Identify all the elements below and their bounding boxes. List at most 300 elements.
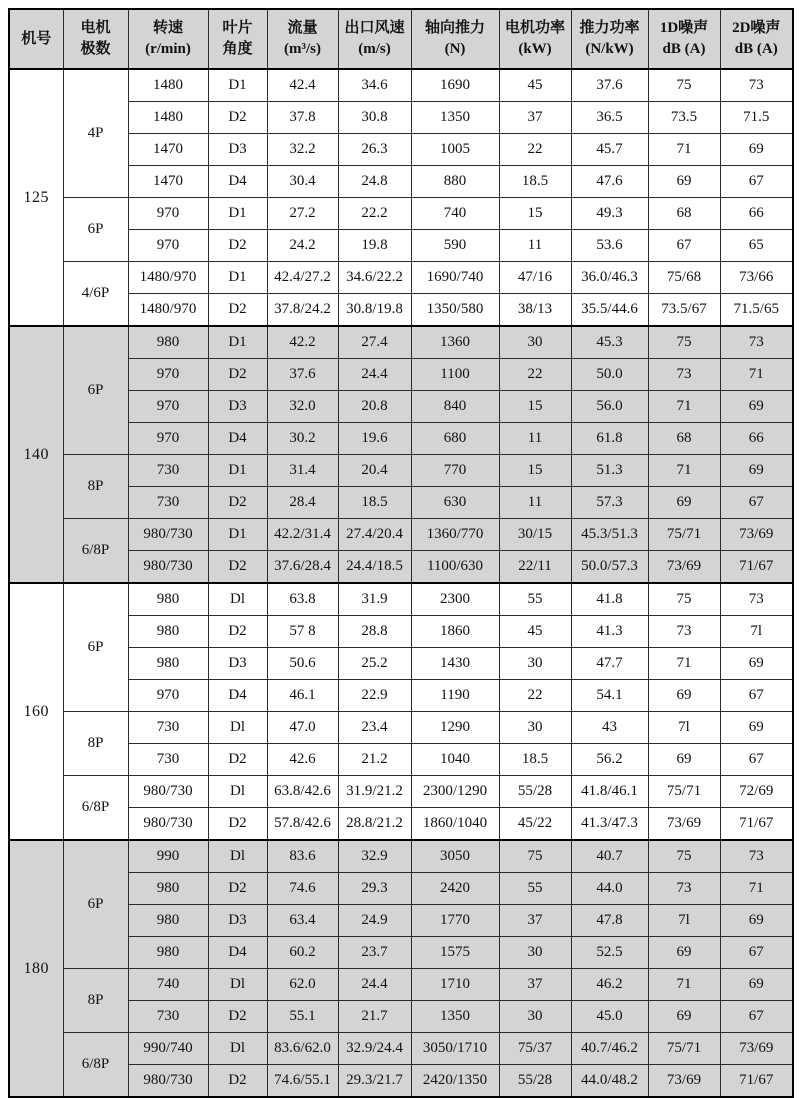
data-cell: 52.5 (571, 937, 648, 969)
data-cell: 980 (128, 905, 208, 937)
data-cell: 2300 (411, 583, 499, 616)
table-row (9, 326, 793, 359)
data-cell: 880 (411, 166, 499, 198)
motor-poles-cell: 4/6P (63, 262, 128, 327)
data-cell: 18.5 (499, 744, 571, 776)
data-cell: 83.6 (267, 840, 338, 873)
data-cell: 36.0/46.3 (571, 262, 648, 294)
data-cell: 980 (128, 937, 208, 969)
data-cell: 32.9/24.4 (338, 1033, 411, 1065)
data-cell: 61.8 (571, 423, 648, 455)
data-cell: 69 (720, 455, 793, 487)
data-cell: 45 (499, 69, 571, 102)
data-cell: 29.3/21.7 (338, 1065, 411, 1098)
data-cell: 24.4 (338, 969, 411, 1001)
data-cell: 37.8 (267, 102, 338, 134)
data-cell: 980 (128, 326, 208, 359)
data-cell: D4 (208, 680, 267, 712)
motor-poles-cell: 6/8P (63, 519, 128, 584)
data-cell: 19.6 (338, 423, 411, 455)
col-header-1d-noise: 1D噪声 dB (A) (648, 9, 720, 69)
data-cell: D4 (208, 937, 267, 969)
data-cell: 67 (720, 166, 793, 198)
col-header-outlet-velocity: 出口风速 (m/s) (338, 9, 411, 69)
data-cell: 1575 (411, 937, 499, 969)
data-cell: 71 (720, 359, 793, 391)
data-cell: 27.4 (338, 326, 411, 359)
table-header (9, 9, 793, 69)
data-cell: 69 (720, 391, 793, 423)
data-cell: 970 (128, 391, 208, 423)
data-cell: 970 (128, 359, 208, 391)
data-cell: 21.7 (338, 1001, 411, 1033)
col-header-machine-number: 机号 (9, 9, 63, 69)
data-cell: 980/730 (128, 519, 208, 551)
data-cell: 630 (411, 487, 499, 519)
data-cell: 37.6 (571, 69, 648, 102)
data-cell: 43 (571, 712, 648, 744)
data-cell: 71/67 (720, 808, 793, 841)
data-cell: 1470 (128, 166, 208, 198)
data-cell: 63.4 (267, 905, 338, 937)
data-cell: 47.8 (571, 905, 648, 937)
data-cell: D2 (208, 359, 267, 391)
data-cell: 75 (499, 840, 571, 873)
col-header-flow: 流量 (m³/s) (267, 9, 338, 69)
data-cell: D1 (208, 455, 267, 487)
data-cell: 980/730 (128, 1065, 208, 1098)
data-cell: 2420/1350 (411, 1065, 499, 1098)
data-cell: 69 (720, 648, 793, 680)
data-cell: 1480 (128, 102, 208, 134)
data-cell: 75/68 (648, 262, 720, 294)
data-cell: 730 (128, 712, 208, 744)
data-cell: 1360/770 (411, 519, 499, 551)
data-cell: 11 (499, 423, 571, 455)
data-cell: 47.7 (571, 648, 648, 680)
data-cell: 45/22 (499, 808, 571, 841)
data-cell: 67 (720, 680, 793, 712)
data-cell: 75 (648, 583, 720, 616)
data-cell: 71 (648, 969, 720, 1001)
data-cell: 75/71 (648, 776, 720, 808)
data-cell: 28.8/21.2 (338, 808, 411, 841)
data-cell: 27.4/20.4 (338, 519, 411, 551)
data-cell: 1350 (411, 102, 499, 134)
data-cell: 73 (648, 873, 720, 905)
data-cell: 30 (499, 712, 571, 744)
data-cell: D2 (208, 102, 267, 134)
data-cell: 19.8 (338, 230, 411, 262)
motor-poles-cell: 8P (63, 712, 128, 776)
data-cell: 15 (499, 455, 571, 487)
data-cell: 69 (648, 937, 720, 969)
data-cell: 32.9 (338, 840, 411, 873)
data-cell: 68 (648, 423, 720, 455)
data-cell: 2300/1290 (411, 776, 499, 808)
data-cell: 680 (411, 423, 499, 455)
table-row (9, 712, 793, 744)
data-cell: 57 8 (267, 616, 338, 648)
data-cell: 770 (411, 455, 499, 487)
data-cell: 69 (648, 1001, 720, 1033)
data-cell: 51.3 (571, 455, 648, 487)
data-cell: 54.1 (571, 680, 648, 712)
data-cell: 1290 (411, 712, 499, 744)
data-cell: 56.2 (571, 744, 648, 776)
data-cell: 1480/970 (128, 262, 208, 294)
data-cell: 63.8 (267, 583, 338, 616)
data-cell: Dl (208, 712, 267, 744)
data-cell: 28.4 (267, 487, 338, 519)
data-cell: 840 (411, 391, 499, 423)
data-cell: 62.0 (267, 969, 338, 1001)
data-cell: 990 (128, 840, 208, 873)
data-cell: 980/730 (128, 551, 208, 584)
data-cell: 74.6 (267, 873, 338, 905)
data-cell: 30.8/19.8 (338, 294, 411, 327)
data-cell: 20.8 (338, 391, 411, 423)
data-cell: 970 (128, 198, 208, 230)
data-cell: D2 (208, 1001, 267, 1033)
data-cell: 32.0 (267, 391, 338, 423)
data-cell: 34.6/22.2 (338, 262, 411, 294)
data-cell: 23.7 (338, 937, 411, 969)
data-cell: 30/15 (499, 519, 571, 551)
data-cell: 11 (499, 230, 571, 262)
data-cell: 75 (648, 840, 720, 873)
data-cell: 24.8 (338, 166, 411, 198)
data-cell: 72/69 (720, 776, 793, 808)
table-row (9, 69, 793, 102)
data-cell: 18.5 (499, 166, 571, 198)
motor-poles-cell: 6P (63, 326, 128, 455)
col-header-thrust-power: 推力功率 (N/kW) (571, 9, 648, 69)
data-cell: 40.7 (571, 840, 648, 873)
data-cell: 73/69 (720, 519, 793, 551)
data-cell: 47.6 (571, 166, 648, 198)
data-cell: 55/28 (499, 776, 571, 808)
data-cell: 1770 (411, 905, 499, 937)
data-cell: 69 (648, 487, 720, 519)
data-cell: 30 (499, 326, 571, 359)
data-cell: 1005 (411, 134, 499, 166)
data-cell: 970 (128, 423, 208, 455)
data-cell: 55 (499, 873, 571, 905)
data-cell: D1 (208, 69, 267, 102)
data-cell: 49.3 (571, 198, 648, 230)
data-cell: 45.3 (571, 326, 648, 359)
data-cell: 73 (648, 359, 720, 391)
data-cell: 71.5/65 (720, 294, 793, 327)
machine-number-cell: 125 (9, 69, 63, 326)
data-cell: 1470 (128, 134, 208, 166)
data-cell: Dl (208, 583, 267, 616)
data-cell: 37.8/24.2 (267, 294, 338, 327)
data-cell: D2 (208, 487, 267, 519)
data-cell: 30 (499, 937, 571, 969)
data-cell: D1 (208, 262, 267, 294)
data-cell: D2 (208, 616, 267, 648)
machine-number-cell: 180 (9, 840, 63, 1097)
data-cell: 55 (499, 583, 571, 616)
data-cell: 22 (499, 680, 571, 712)
data-cell: 73/69 (648, 808, 720, 841)
data-cell: 24.4/18.5 (338, 551, 411, 584)
data-cell: 75/37 (499, 1033, 571, 1065)
data-cell: 970 (128, 230, 208, 262)
motor-poles-cell: 6/8P (63, 1033, 128, 1098)
data-cell: 1860 (411, 616, 499, 648)
data-cell: 730 (128, 1001, 208, 1033)
table-row (9, 840, 793, 873)
data-cell: 41.8 (571, 583, 648, 616)
data-cell: 3050/1710 (411, 1033, 499, 1065)
data-cell: 30.8 (338, 102, 411, 134)
data-cell: 1480 (128, 69, 208, 102)
data-cell: 71 (648, 391, 720, 423)
data-cell: 980 (128, 583, 208, 616)
data-cell: 73 (720, 840, 793, 873)
data-cell: 22.9 (338, 680, 411, 712)
data-cell: 73 (648, 616, 720, 648)
col-header-blade-angle: 叶片 角度 (208, 9, 267, 69)
data-cell: 42.2 (267, 326, 338, 359)
data-cell: 46.2 (571, 969, 648, 1001)
data-cell: 31.9/21.2 (338, 776, 411, 808)
data-cell: 60.2 (267, 937, 338, 969)
data-cell: 50.0/57.3 (571, 551, 648, 584)
data-cell: 37.6 (267, 359, 338, 391)
data-cell: 42.4/27.2 (267, 262, 338, 294)
data-cell: 45.7 (571, 134, 648, 166)
data-cell: D2 (208, 294, 267, 327)
data-cell: 67 (720, 487, 793, 519)
data-cell: 22 (499, 359, 571, 391)
data-cell: 7l (720, 616, 793, 648)
data-cell: 24.2 (267, 230, 338, 262)
data-cell: 1860/1040 (411, 808, 499, 841)
data-cell: 22.2 (338, 198, 411, 230)
data-cell: 42.6 (267, 744, 338, 776)
table-row (9, 776, 793, 808)
data-cell: 73.5 (648, 102, 720, 134)
table-row (9, 519, 793, 551)
motor-poles-cell: 6P (63, 583, 128, 712)
data-cell: 970 (128, 680, 208, 712)
data-cell: D4 (208, 166, 267, 198)
data-cell: 11 (499, 487, 571, 519)
machine-number-cell: 140 (9, 326, 63, 583)
data-cell: 67 (720, 937, 793, 969)
data-cell: 18.5 (338, 487, 411, 519)
data-cell: 740 (411, 198, 499, 230)
data-cell: 67 (720, 744, 793, 776)
data-cell: 42.4 (267, 69, 338, 102)
data-cell: 980 (128, 616, 208, 648)
data-cell: 69 (648, 744, 720, 776)
data-cell: 15 (499, 391, 571, 423)
data-cell: 67 (720, 1001, 793, 1033)
table-row (9, 1033, 793, 1065)
data-cell: 1690 (411, 69, 499, 102)
data-cell: 73/69 (648, 551, 720, 584)
data-cell: D2 (208, 744, 267, 776)
data-cell: 66 (720, 198, 793, 230)
data-cell: D3 (208, 905, 267, 937)
data-cell: 66 (720, 423, 793, 455)
data-cell: 53.6 (571, 230, 648, 262)
data-cell: 37 (499, 102, 571, 134)
data-cell: D2 (208, 551, 267, 584)
data-cell: 73 (720, 583, 793, 616)
data-cell: D3 (208, 648, 267, 680)
data-cell: D2 (208, 808, 267, 841)
data-cell: D3 (208, 391, 267, 423)
data-cell: 1350/580 (411, 294, 499, 327)
header-row (9, 9, 793, 69)
data-cell: 83.6/62.0 (267, 1033, 338, 1065)
data-cell: 63.8/42.6 (267, 776, 338, 808)
data-cell: 56.0 (571, 391, 648, 423)
data-cell: D1 (208, 519, 267, 551)
data-cell: Dl (208, 840, 267, 873)
data-cell: 37 (499, 905, 571, 937)
data-cell: 1430 (411, 648, 499, 680)
data-cell: 990/740 (128, 1033, 208, 1065)
data-cell: 69 (648, 680, 720, 712)
data-cell: 44.0/48.2 (571, 1065, 648, 1098)
data-cell: 30 (499, 648, 571, 680)
data-cell: 71 (648, 648, 720, 680)
data-cell: 41.3/47.3 (571, 808, 648, 841)
data-cell: 71 (720, 873, 793, 905)
data-cell: 73/69 (720, 1033, 793, 1065)
motor-poles-cell: 6P (63, 198, 128, 262)
data-cell: 980/730 (128, 808, 208, 841)
data-cell: 730 (128, 487, 208, 519)
data-cell: 22 (499, 134, 571, 166)
data-cell: 55/28 (499, 1065, 571, 1098)
data-cell: 57.3 (571, 487, 648, 519)
data-cell: 21.2 (338, 744, 411, 776)
data-cell: 71/67 (720, 551, 793, 584)
data-cell: 36.5 (571, 102, 648, 134)
data-cell: 24.9 (338, 905, 411, 937)
data-cell: D2 (208, 230, 267, 262)
data-cell: 30.4 (267, 166, 338, 198)
data-cell: 32.2 (267, 134, 338, 166)
data-cell: 1100 (411, 359, 499, 391)
data-cell: 1360 (411, 326, 499, 359)
data-cell: 41.8/46.1 (571, 776, 648, 808)
data-cell: 50.0 (571, 359, 648, 391)
data-cell: 40.7/46.2 (571, 1033, 648, 1065)
col-header-axial-thrust: 轴向推力 (N) (411, 9, 499, 69)
data-cell: 69 (720, 134, 793, 166)
data-cell: 980 (128, 873, 208, 905)
data-cell: 75/71 (648, 1033, 720, 1065)
data-cell: 75/71 (648, 519, 720, 551)
data-cell: 34.6 (338, 69, 411, 102)
data-cell: 27.2 (267, 198, 338, 230)
data-cell: D3 (208, 134, 267, 166)
data-cell: 69 (648, 166, 720, 198)
data-cell: 71.5 (720, 102, 793, 134)
data-cell: 44.0 (571, 873, 648, 905)
data-cell: 71/67 (720, 1065, 793, 1098)
data-cell: 2420 (411, 873, 499, 905)
data-cell: 47/16 (499, 262, 571, 294)
data-cell: 730 (128, 455, 208, 487)
col-header-motor-power: 电机功率 (kW) (499, 9, 571, 69)
col-header-motor-poles: 电机 极数 (63, 9, 128, 69)
data-cell: 1690/740 (411, 262, 499, 294)
data-cell: 50.6 (267, 648, 338, 680)
data-cell: 65 (720, 230, 793, 262)
table-row (9, 969, 793, 1001)
table-body (9, 69, 793, 1097)
data-cell: 73/66 (720, 262, 793, 294)
data-cell: 45.3/51.3 (571, 519, 648, 551)
motor-poles-cell: 6P (63, 840, 128, 969)
data-cell: Dl (208, 776, 267, 808)
data-cell: 590 (411, 230, 499, 262)
data-cell: 26.3 (338, 134, 411, 166)
data-cell: 37.6/28.4 (267, 551, 338, 584)
data-cell: 73.5/67 (648, 294, 720, 327)
table-row (9, 583, 793, 616)
data-cell: 20.4 (338, 455, 411, 487)
data-cell: Dl (208, 969, 267, 1001)
data-cell: 57.8/42.6 (267, 808, 338, 841)
fan-performance-table (8, 8, 794, 1098)
data-cell: 71 (648, 455, 720, 487)
data-cell: 28.8 (338, 616, 411, 648)
data-cell: 75 (648, 326, 720, 359)
data-cell: 55.1 (267, 1001, 338, 1033)
data-cell: 38/13 (499, 294, 571, 327)
table-row (9, 262, 793, 294)
data-cell: 73 (720, 326, 793, 359)
data-cell: 75 (648, 69, 720, 102)
data-cell: 41.3 (571, 616, 648, 648)
data-cell: D4 (208, 423, 267, 455)
data-cell: 73/69 (648, 1065, 720, 1098)
data-cell: Dl (208, 1033, 267, 1065)
data-cell: D2 (208, 1065, 267, 1098)
data-cell: 31.4 (267, 455, 338, 487)
motor-poles-cell: 8P (63, 969, 128, 1033)
data-cell: 15 (499, 198, 571, 230)
data-cell: 730 (128, 744, 208, 776)
data-cell: 37 (499, 969, 571, 1001)
data-cell: D1 (208, 326, 267, 359)
data-cell: 1190 (411, 680, 499, 712)
data-cell: 1480/970 (128, 294, 208, 327)
data-cell: 23.4 (338, 712, 411, 744)
machine-number-cell: 160 (9, 583, 63, 840)
data-cell: 3050 (411, 840, 499, 873)
data-cell: 67 (648, 230, 720, 262)
data-cell: 1100/630 (411, 551, 499, 584)
data-cell: 1350 (411, 1001, 499, 1033)
data-cell: 47.0 (267, 712, 338, 744)
data-cell: 22/11 (499, 551, 571, 584)
data-cell: 31.9 (338, 583, 411, 616)
col-header-speed: 转速 (r/min) (128, 9, 208, 69)
data-cell: 69 (720, 969, 793, 1001)
